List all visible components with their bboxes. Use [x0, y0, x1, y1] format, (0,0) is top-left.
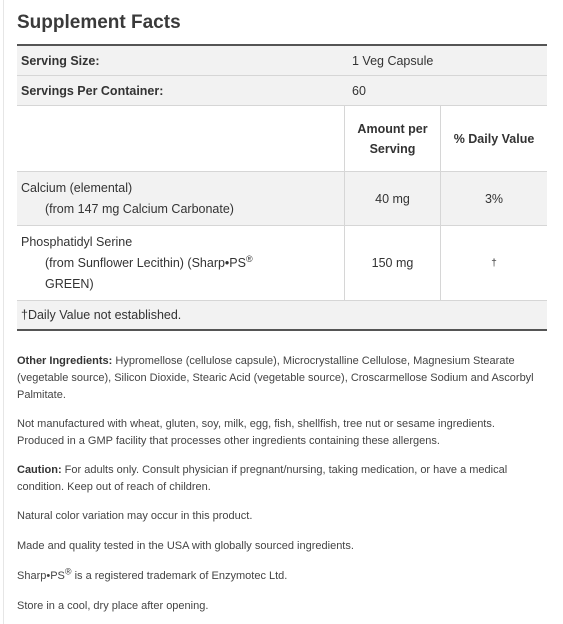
ingredient-daily-value: †: [440, 226, 547, 300]
page-title: Supplement Facts: [17, 12, 181, 33]
storage-note: Store in a cool, dry place after opening.: [17, 600, 209, 612]
serving-size-label: Serving Size:: [21, 53, 100, 68]
serving-size-value: 1 Veg Capsule: [352, 53, 434, 68]
ingredient-name: Phosphatidyl Serine (from Sunflower Lecithin) (Sharp•PS® GREEN): [21, 234, 253, 291]
product-notes: [17, 353, 547, 615]
daily-value-header: % Daily Value: [440, 106, 547, 171]
servings-per-container-label: Servings Per Container:: [21, 83, 164, 98]
ingredient-name: Calcium (elemental) (from 147 mg Calcium Carbonate): [21, 180, 234, 216]
header-blank-cell: [17, 106, 344, 171]
ingredient-amount: 40 mg: [344, 172, 440, 225]
servings-per-container-row: [17, 76, 547, 106]
amount-per-serving-header: Amount per Serving: [344, 106, 440, 171]
serving-size-row: [17, 46, 547, 76]
ingredient-daily-value: 3%: [440, 172, 547, 225]
caution-statement: Caution: For adults only. Consult physician if pregnant/nursing, taking medication, or have a medical condition. Keep out of reach of children.: [17, 464, 508, 493]
trademark-note: Sharp•PS® is a registered trademark of Enzymotec Ltd.: [17, 566, 288, 582]
page-left-border: [3, 0, 4, 624]
ingredient-row-phosphatidyl-serine: [17, 226, 547, 301]
other-ingredients: Other Ingredients: Hypromellose (cellulose capsule), Microcrystalline Cellulose, Magnesium Stearate (vegetable source), Silicon Dioxide, Stearic Acid (vegetable source), Croscarmellose Sodium and Ascorbyl Palmitate.: [17, 355, 534, 401]
supplement-facts-table: [17, 44, 547, 331]
made-in-usa-note: Made and quality tested in the USA with globally sourced ingredients.: [17, 540, 354, 552]
allergen-statement: Not manufactured with wheat, gluten, soy, milk, egg, fish, shellfish, tree nut or sesame ingredients. Produced in a GMP facility that processes other ingredients containing these allergens.: [17, 418, 495, 447]
ingredient-row-calcium: [17, 172, 547, 226]
color-variation-note: Natural color variation may occur in this product.: [17, 510, 253, 522]
ingredient-amount: 150 mg: [344, 226, 440, 300]
column-header-row: [17, 106, 547, 172]
daily-value-footnote: †Daily Value not established.: [17, 301, 547, 331]
servings-per-container-value: 60: [352, 83, 366, 98]
